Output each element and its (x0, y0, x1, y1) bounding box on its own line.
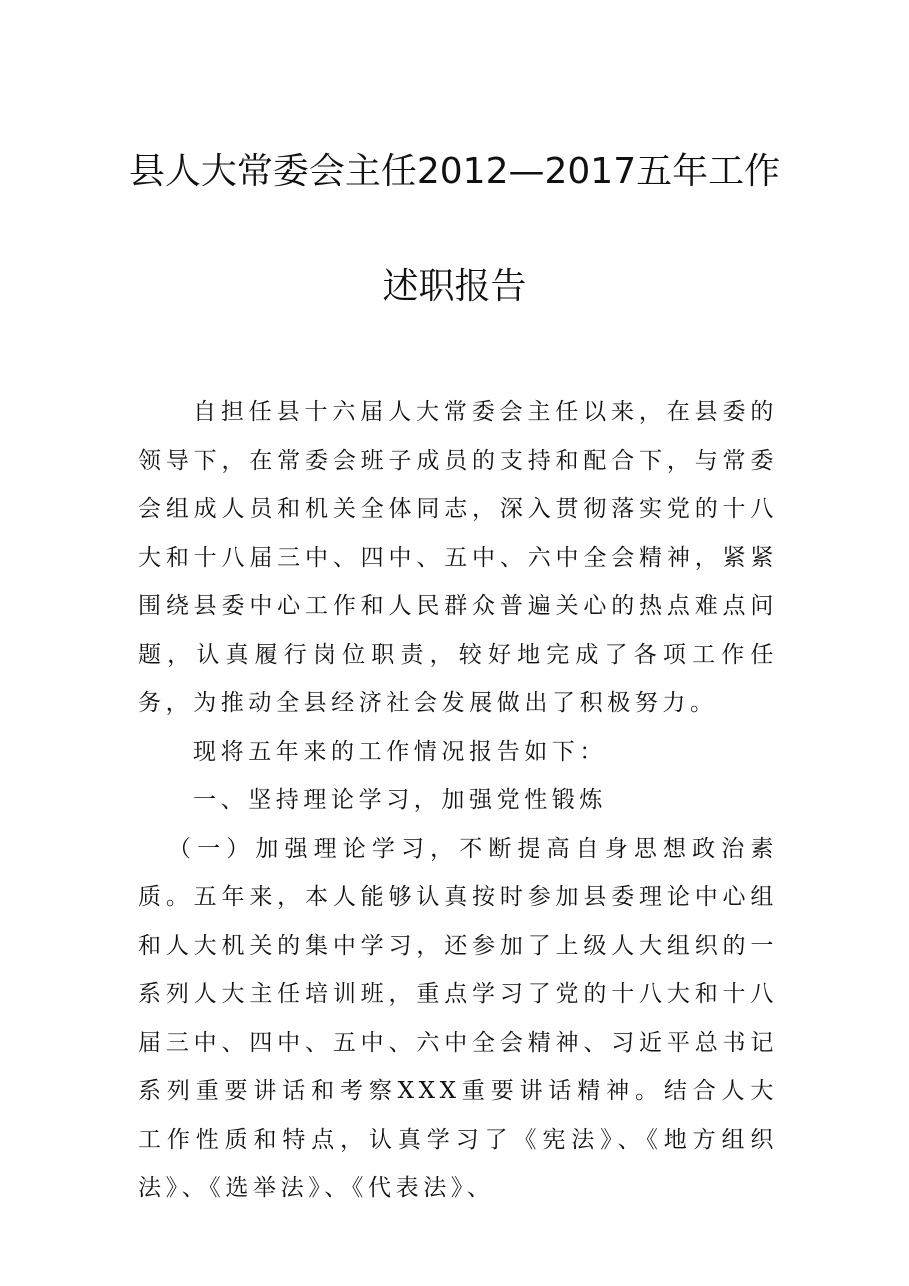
paragraph-section-1-1: （一）加强理论学习，不断提高自身思想政治素质。五年来，本人能够认真按时参加县委理论中心组和人大机关的集中学习，还参加了上级人大组织的一系列人大主任培训班，重点学习了党的十八大和十八届三中、四中、五中、六中全会精神、习近平总书记系列重要讲话和考察XXX重要讲话精神。结合人大工作性质和特点，认真学习了《宪法》、《地方组织法》、《选举法》、《代表法》、 (138, 835, 778, 1201)
paragraph-intro: 自担任县十六届人大常委会主任以来，在县委的领导下，在常委会班子成员的支持和配合下，与常委会组成人员和机关全体同志，深入贯彻落实党的十八大和十八届三中、四中、五中、六中全会精神，紧紧围绕县委中心工作和人民群众普遍关心的热点难点问题，认真履行岗位职责，较好地完成了各项工作任务，为推动全县经济社会发展做出了积极努力。 (138, 399, 778, 716)
document-title-line-2: 述职报告 (382, 266, 527, 307)
paragraph-report-lead: 现将五年来的工作情况报告如下： (193, 738, 607, 765)
section-heading-1: 一、坚持理论学习，加强党性锻炼 (193, 787, 607, 813)
document-title-line-1: 县人大常委会主任2012—2017五年工作 (128, 151, 781, 192)
document-body (138, 388, 778, 1213)
